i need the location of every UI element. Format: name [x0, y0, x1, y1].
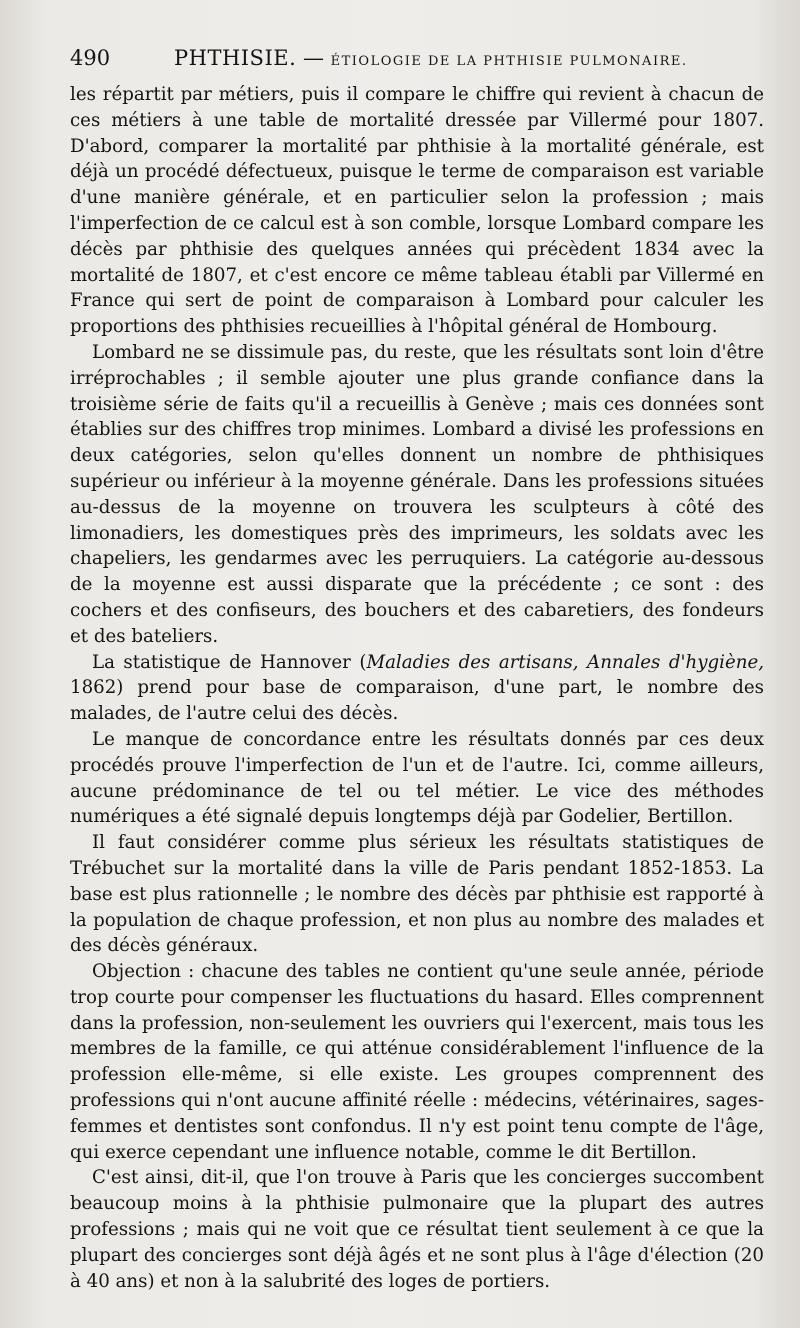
title-dash: —	[302, 46, 324, 70]
body-text	[70, 82, 764, 1294]
paragraph-3	[70, 650, 764, 727]
paragraph-1: les répartit par métiers, puis il compare le chiffre qui revient à chacun de ces métiers à une table de mortalité dressée par Villermé pour 1807. D'abord, comparer la mortalité par phthisie à la mortalité générale, est déjà un procédé défectueux, puisque le terme de comparaison est variable d'une manière générale, et en particulier selon la profession ; mais l'imperfection de ce calcul est à son comble, lorsque Lombard compare les décès par phthisie des quelques années qui précèdent 1834 avec la mortalité de 1807, et c'est encore ce même tableau établi par Villermé en France qui sert de point de comparaison à Lombard pour calculer les proportions des phthisies recueillies à l'hôpital général de Hombourg.	[70, 84, 764, 338]
paragraph-7: C'est ainsi, dit-il, que l'on trouve à Paris que les concierges succombent beaucoup moins à la phthisie pulmonaire que la plupart des autres professions ; mais qui ne voit que ce résultat tient seulement à ce que la plupart des concierges sont déjà âgés et ne sont plus à l'âge d'élection (20 à 40 ans) et non à la salubrité des loges de portiers.	[70, 1167, 764, 1292]
running-title	[174, 46, 687, 70]
paragraph-3-italic-citation: Maladies des artisans, Annales d'hygiène,	[366, 651, 764, 673]
section-title: ÉTIOLOGIE DE LA PHTHISIE PULMONAIRE.	[330, 54, 688, 69]
chapter-title: PHTHISIE.	[174, 46, 297, 70]
paragraph-3-text-before: La statistique de Hannover (	[92, 651, 367, 673]
page-number: 490	[70, 46, 111, 70]
paragraph-2: Lombard ne se dissimule pas, du reste, que les résultats sont loin d'être irréprochables ; il semble ajouter une plus grande confiance dans la troisième série de faits qu'il a recueillis à Genève ; mais ces données sont établies sur des chiffres trop minimes. Lombard a divisé les professions en deux catégories, selon qu'elles donnent un nombre de phthisiques supérieur ou inférieur à la moyenne générale. Dans les professions situées au-dessus de la moyenne on trouvera les sculpteurs à côté des limonadiers, les domestiques près des imprimeurs, les soldats avec les chapeliers, les gendarmes avec les perruquiers. La catégorie au-dessous de la moyenne est aussi disparate que la précédente ; ce sont : des cochers et des confiseurs, des bouchers et des cabaretiers, des fondeurs et des bateliers.	[70, 341, 764, 647]
paragraph-4: Le manque de concordance entre les résultats donnés par ces deux procédés prouve l'imperfection de l'un et de l'autre. Ici, comme ailleurs, aucune prédominance de tel ou tel métier. Le vice des méthodes numériques a été signalé depuis longtemps déjà par Godelier, Bertillon.	[70, 728, 764, 828]
running-header	[70, 46, 764, 74]
paragraph-3-text-after: 1862) prend pour base de comparaison, d'une part, le nombre des malades, de l'autre celui des décès.	[70, 677, 764, 725]
paragraph-6: Objection : chacune des tables ne contient qu'une seule année, période trop courte pour compenser les fluctuations du hasard. Elles comprennent dans la profession, non-seulement les ouvriers qui l'exercent, mais tous les membres de la famille, ce qui atténue considérablement l'influence de la profession elle-même, si elle existe. Les groupes comprennent des professions qui n'ont aucune affinité réelle : médecins, vétérinaires, sages-femmes et dentistes sont confondus. Il n'y est point tenu compte de l'âge, qui exerce cependant une influence notable, comme le dit Bertillon.	[70, 961, 764, 1163]
paragraph-5: Il faut considérer comme plus sérieux les résultats statistiques de Trébuchet sur la mortalité dans la ville de Paris pendant 1852-1853. La base est plus rationnelle ; le nombre des décès par phthisie est rapporté à la population de chaque profession, et non plus au nombre des malades et des décès généraux.	[70, 832, 764, 957]
